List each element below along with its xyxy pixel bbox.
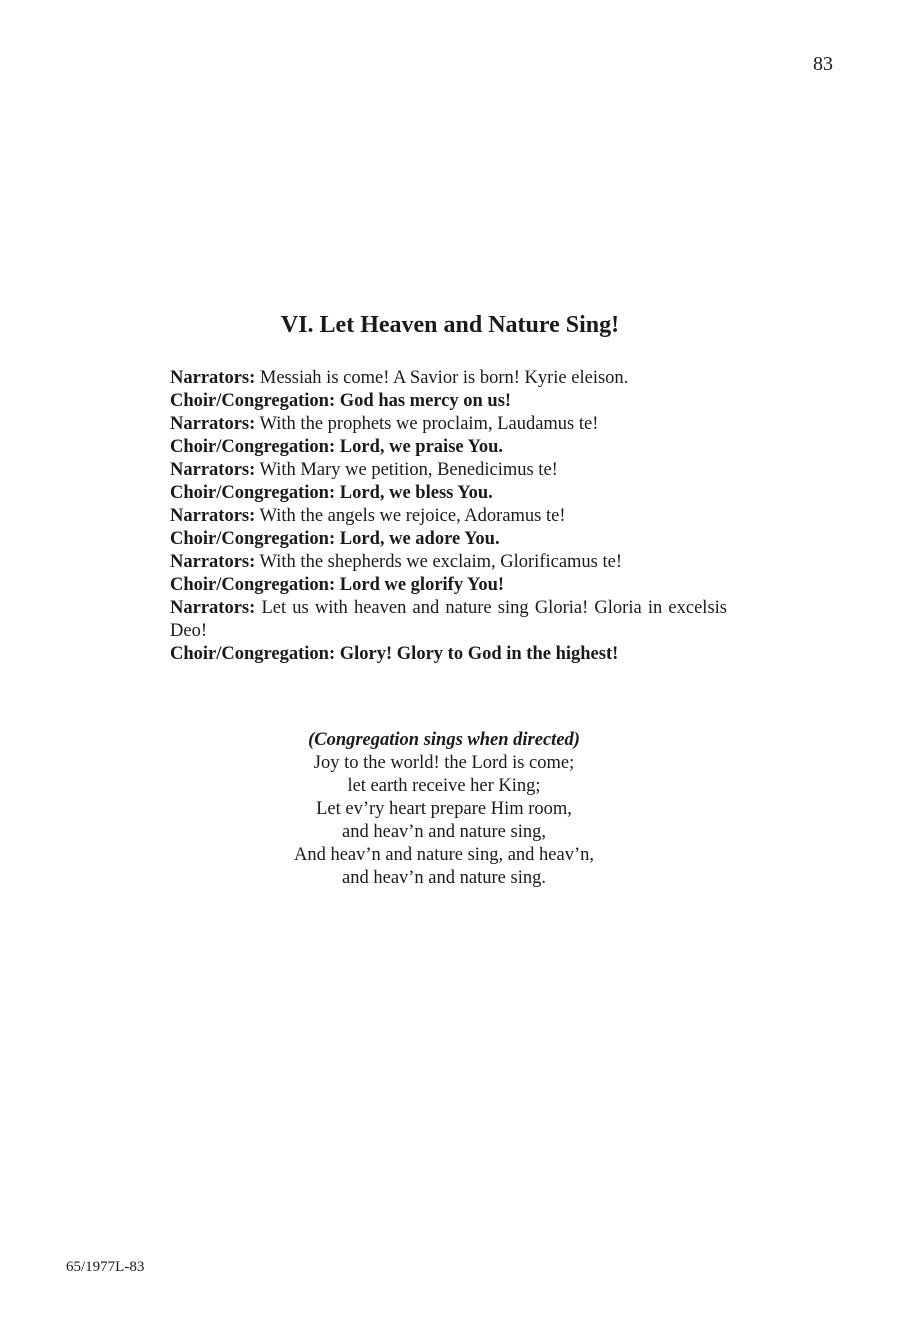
hymn-block xyxy=(0,729,888,890)
speaker-label: Choir/Congregation: xyxy=(170,575,336,595)
dialogue-line xyxy=(170,528,727,551)
dialogue-text: Lord, we adore You. xyxy=(335,529,500,549)
hymn-line: Joy to the world! the Lord is come; xyxy=(313,753,575,773)
dialogue-text: Lord, we bless You. xyxy=(335,483,493,503)
dialogue-text: With the prophets we proclaim, Laudamus te! xyxy=(255,414,599,434)
hymn-line: and heav’n and nature sing. xyxy=(342,868,546,888)
dialogue-text: Messiah is come! A Savior is born! Kyrie eleison. xyxy=(255,368,629,388)
speaker-label: Narrators: xyxy=(170,506,256,526)
dialogue-text: With the angels we rejoice, Adoramus te! xyxy=(255,506,566,526)
dialogue-line xyxy=(170,436,727,459)
dialogue-text: God has mercy on us! xyxy=(335,391,512,411)
hymn-line: let earth receive her King; xyxy=(347,776,541,796)
page-number: 83 xyxy=(813,53,833,75)
speaker-label: Narrators: xyxy=(170,598,256,618)
dialogue-block xyxy=(170,367,727,666)
dialogue-text: Lord we glorify You! xyxy=(335,575,505,595)
dialogue-line xyxy=(170,390,727,413)
speaker-label: Choir/Congregation: xyxy=(170,644,336,664)
speaker-label: Narrators: xyxy=(170,368,256,388)
dialogue-line xyxy=(170,574,727,597)
dialogue-text: Lord, we praise You. xyxy=(335,437,504,457)
section-title: VI. Let Heaven and Nature Sing! xyxy=(280,312,620,338)
dialogue-line xyxy=(170,551,727,574)
speaker-label: Choir/Congregation: xyxy=(170,483,336,503)
dialogue-line xyxy=(170,413,727,436)
dialogue-text: With the shepherds we exclaim, Glorificamus te! xyxy=(255,552,623,572)
hymn-line: Let ev’ry heart prepare Him room, xyxy=(316,799,572,819)
dialogue-text: With Mary we petition, Benedicimus te! xyxy=(255,460,558,480)
dialogue-line xyxy=(170,505,727,528)
hymn-line: And heav’n and nature sing, and heav’n, xyxy=(293,845,594,865)
speaker-label: Choir/Congregation: xyxy=(170,437,336,457)
dialogue-text: Let us with heaven and nature sing Gloria! Gloria in excelsis Deo! xyxy=(170,598,727,641)
dialogue-line xyxy=(170,643,727,666)
dialogue-line xyxy=(170,482,727,505)
dialogue-text: Glory! Glory to God in the highest! xyxy=(335,644,619,664)
speaker-label: Narrators: xyxy=(170,552,256,572)
hymn-direction: (Congregation sings when directed) xyxy=(308,730,580,750)
speaker-label: Narrators: xyxy=(170,414,256,434)
footer-code: 65/1977L-83 xyxy=(66,1259,145,1275)
dialogue-line xyxy=(170,597,727,643)
speaker-label: Choir/Congregation: xyxy=(170,391,336,411)
speaker-label: Choir/Congregation: xyxy=(170,529,336,549)
dialogue-line xyxy=(170,459,727,482)
hymn-line: and heav’n and nature sing, xyxy=(342,822,546,842)
speaker-label: Narrators: xyxy=(170,460,256,480)
dialogue-line xyxy=(170,367,727,390)
